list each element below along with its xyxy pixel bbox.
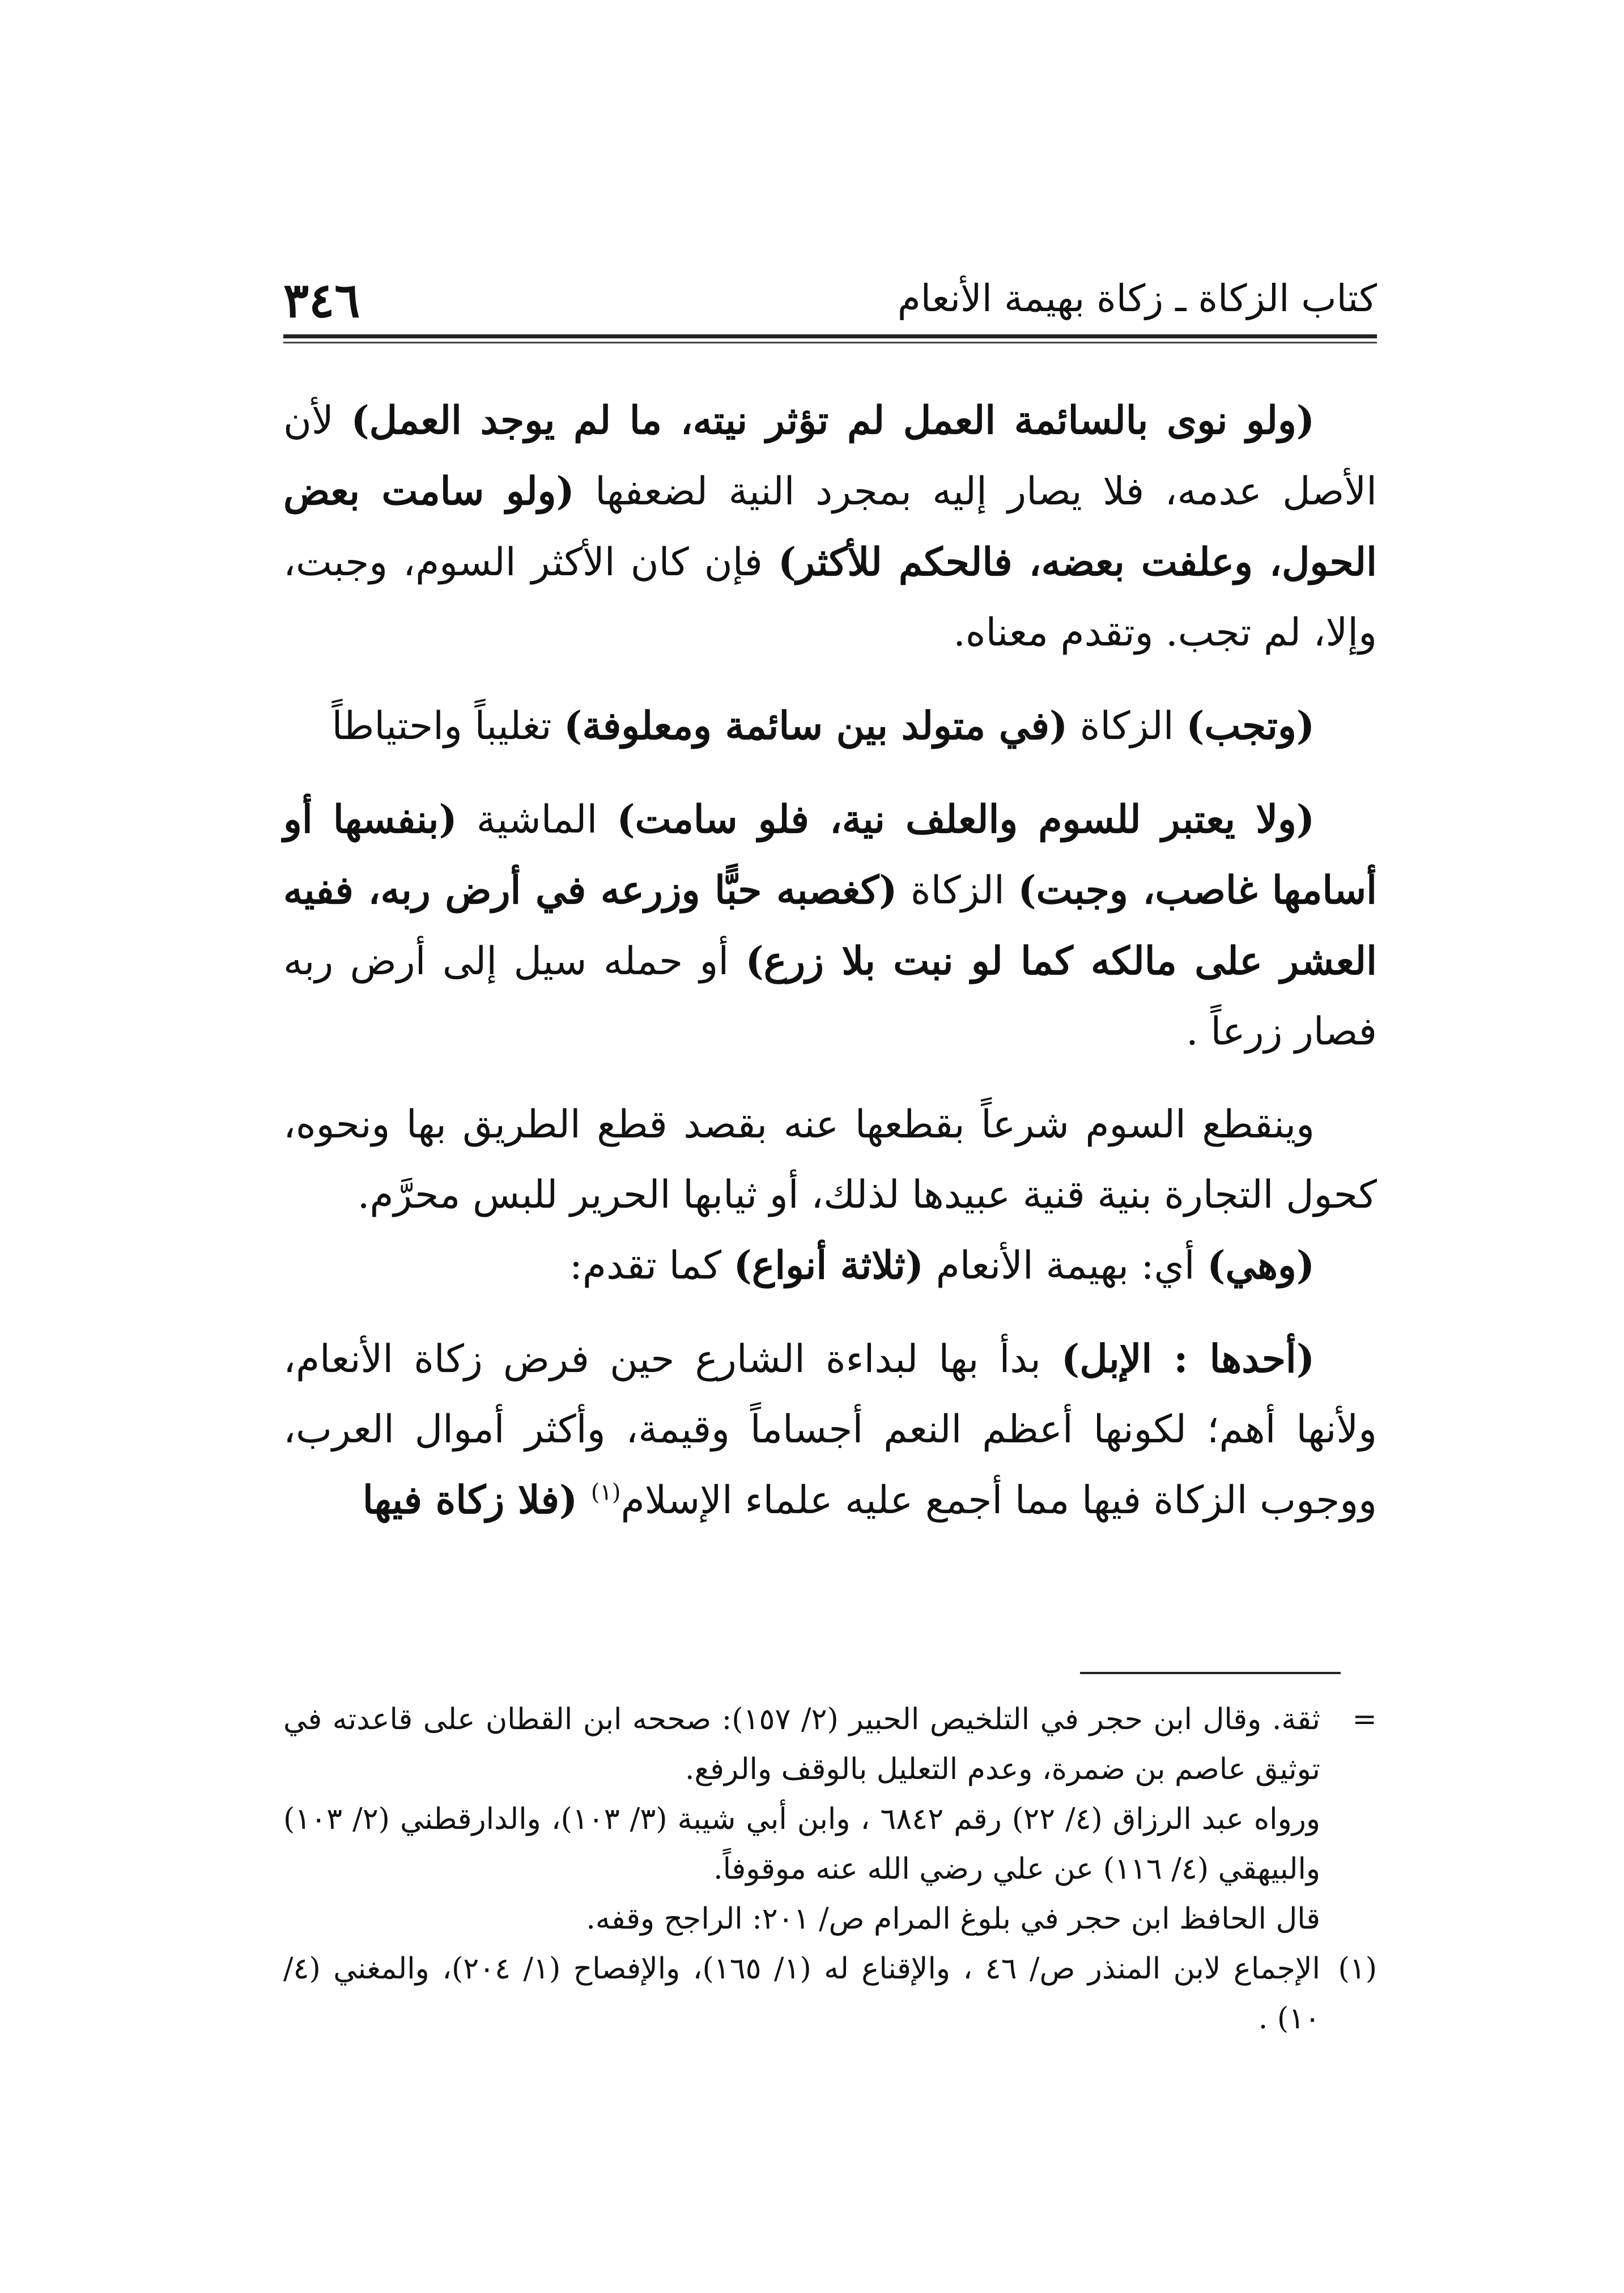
paragraph-3 [283, 784, 1377, 1067]
footnotes [283, 1695, 1377, 2044]
sharh-text: لأن الأصل عدمه، فلا يصار إليه بمجرد النية لضعفها [283, 398, 1377, 514]
running-header [283, 266, 1377, 334]
page-number: ٣٤٦ [283, 272, 360, 328]
footnote-continuation-line [283, 1794, 1377, 1894]
matn-text: (ولا يعتبر للسوم والعلف نية، فلو سامت) [617, 797, 1315, 842]
header-rule [283, 334, 1377, 338]
sharh-text: الزكاة [1068, 704, 1187, 749]
footnote-text: الإجماع لابن المنذر ص/ ٤٦ ، والإقناع له (١/ ١٦٥)، والإفصاح (١/ ٢٠٤)، والمغني (٤/ ١٠) . [283, 1952, 1321, 2036]
paragraph-5 [283, 1230, 1377, 1301]
sharh-text: أي: بهيمة الأنعام [923, 1243, 1208, 1288]
running-title: كتاب الزكاة ـ زكاة بهيمة الأنعام [897, 277, 1377, 320]
matn-text: (ولو سامت بعض الحول، وعلفت بعضه، فالحكم للأكثر) [283, 469, 1378, 585]
paragraph-4 [283, 1090, 1377, 1230]
header-rule-thin [283, 342, 1377, 343]
matn-text: (فلا زكاة فيها [362, 1477, 591, 1523]
footnote-text: ورواه عبد الرزاق (٤/ ٢٢) رقم ٦٨٤٢ ، وابن أبي شيبة (٣/ ١٠٣)، والدارقطني (٢/ ١٠٣) والبيهقي (٤/ ١١٦) عن علي رضي الله عنه موقوفاً. [283, 1802, 1320, 1886]
footnote-text: ثقة. وقال ابن حجر في التلخيص الحبير (٢/ ١٥٧): صححه ابن القطان على قاعدته في توثيق عاصم بن ضمرة، وعدم التعليل بالوقف والرفع. [283, 1702, 1321, 1786]
sharh-text: الزكاة [897, 868, 1018, 913]
sharh-text: فإن كان الأكثر السوم، وجبت، وإلا، لم تجب. وتقدم معناه. [283, 540, 1377, 655]
footnote-text: قال الحافظ ابن حجر في بلوغ المرام ص/ ٢٠١: الراجح وقفه. [586, 1902, 1320, 1936]
sharh-text: تغليباً واحتياطاً [331, 704, 564, 749]
matn-text: (كغصبه حبًّا وزرعه في أرض ربه، ففيه العشر على مالكه كما لو نبت بلا زرع) [283, 868, 1378, 984]
paragraph-6 [283, 1324, 1377, 1536]
footnote-continuation-line [283, 1894, 1377, 1944]
footnote-ref-1[interactable]: (١) [590, 1479, 621, 1506]
matn-text: (أحدها : الإبل) [1061, 1336, 1315, 1382]
matn-text: (بنفسها أو أسامها غاصب، وجبت) [283, 797, 1377, 913]
sharh-text: كما تقدم: [569, 1243, 734, 1288]
paragraph-2 [283, 691, 1377, 762]
matn-text: (في متولد بين سائمة ومعلوفة) [564, 703, 1068, 749]
footnote-continuation [283, 1695, 1377, 1794]
footnote-1 [283, 1944, 1377, 2044]
main-text [283, 385, 1377, 1536]
sharh-text: أو حمله سيل إلى أرض ربه فصار زرعاً . [283, 939, 1377, 1054]
matn-text: (ثلاثة أنواع) [733, 1243, 924, 1288]
footnote-separator [1080, 1672, 1341, 1674]
matn-text: (وهي) [1207, 1243, 1315, 1288]
matn-text: (وتجب) [1186, 703, 1315, 749]
footnote-continuation-marker: = [1352, 1702, 1377, 1736]
sharh-text: بدأ بها لبداءة الشارع حين فرض زكاة الأنعام، ولأنها أهم؛ لكونها أعظم النعم أجساماً وقيمة، وأكثر أموال العرب، ووجوب الزكاة فيها مما أجمع عليه علماء الإسلام [283, 1337, 1377, 1523]
footnote-1-marker: (١) [1338, 1952, 1377, 1986]
sharh-text: وينقطع السوم شرعاً بقطعها عنه بقصد قطع الطريق بها ونحوه، كحول التجارة بنية قنية عبيدها لذلك، أو ثيابها الحرير للبس محرَّم. [283, 1102, 1377, 1217]
sharh-text: الماشية [457, 797, 617, 842]
paragraph-1 [283, 385, 1377, 668]
matn-text: (ولو نوى بالسائمة العمل لم تؤثر نيته، ما لم يوجد العمل) [351, 398, 1315, 443]
